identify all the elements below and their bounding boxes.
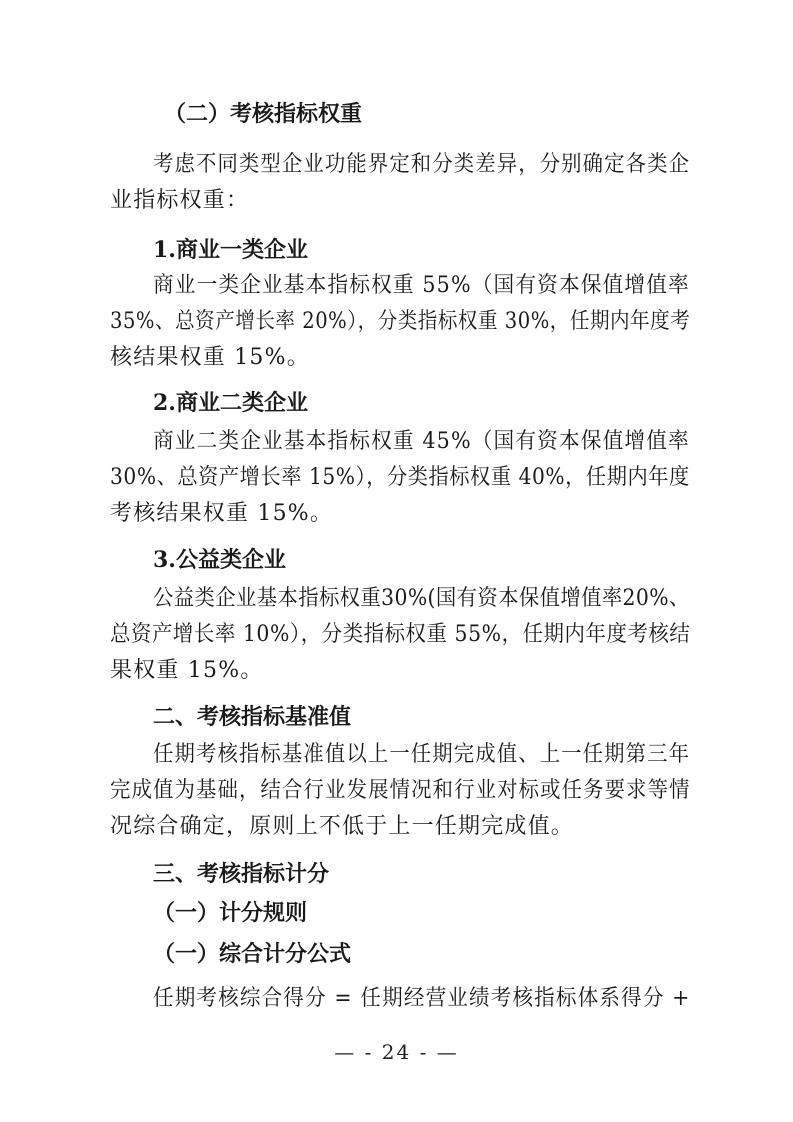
public-welfare-title: 3.公益类企业	[153, 547, 286, 573]
commercial-2-line-3: 考核结果权重 15%。	[110, 501, 334, 526]
commercial-2-line-1: 商业二类企业基本指标权重 45%（国有资本保值增值率	[153, 429, 690, 454]
section-2-line-1: 任期考核指标基准值以上一任期完成值、上一任期第三年	[153, 742, 691, 767]
section-2-line-3: 况综合确定，原则上不低于上一任期完成值。	[110, 814, 575, 839]
commercial-1-title: 1.商业一类企业	[153, 237, 308, 263]
commercial-2-title: 2.商业二类企业	[153, 390, 308, 416]
commercial-2-line-2: 30%、总资产增长率 15%），分类指标权重 40%，任期内年度	[110, 465, 690, 490]
formula-title: （一）综合计分公式	[153, 941, 352, 967]
heading-weights: （二）考核指标权重	[164, 101, 363, 127]
public-welfare-line-1: 公益类企业基本指标权重30%(国有资本保值增值率20%、	[153, 586, 690, 611]
section-2-line-2: 完成值为基础，结合行业发展情况和行业对标或任务要求等情	[110, 778, 691, 803]
intro-line-2: 业指标权重：	[110, 188, 250, 213]
page-number: — - 24 - —	[334, 1040, 459, 1064]
public-welfare-line-2: 总资产增长率 10%），分类指标权重 55%，任期内年度考核结	[110, 622, 691, 647]
commercial-1-line-2: 35%、总资产增长率 20%），分类指标权重 30%，任期内年度考	[110, 309, 691, 334]
section-2-title: 二、考核指标基准值	[153, 704, 352, 730]
section-3-title: 三、考核指标计分	[153, 861, 330, 887]
commercial-1-line-3: 核结果权重 15%。	[110, 345, 310, 370]
intro-line-1: 考虑不同类型企业功能界定和分类差异，分别确定各类企	[153, 152, 691, 177]
commercial-1-line-1: 商业一类企业基本指标权重 55%（国有资本保值增值率	[153, 273, 690, 298]
public-welfare-line-3: 果权重 15%。	[110, 658, 264, 683]
scoring-rules-title: （一）计分规则	[153, 900, 308, 926]
formula-line: 任期考核综合得分 = 任期经营业绩考核指标体系得分 +	[153, 986, 691, 1011]
